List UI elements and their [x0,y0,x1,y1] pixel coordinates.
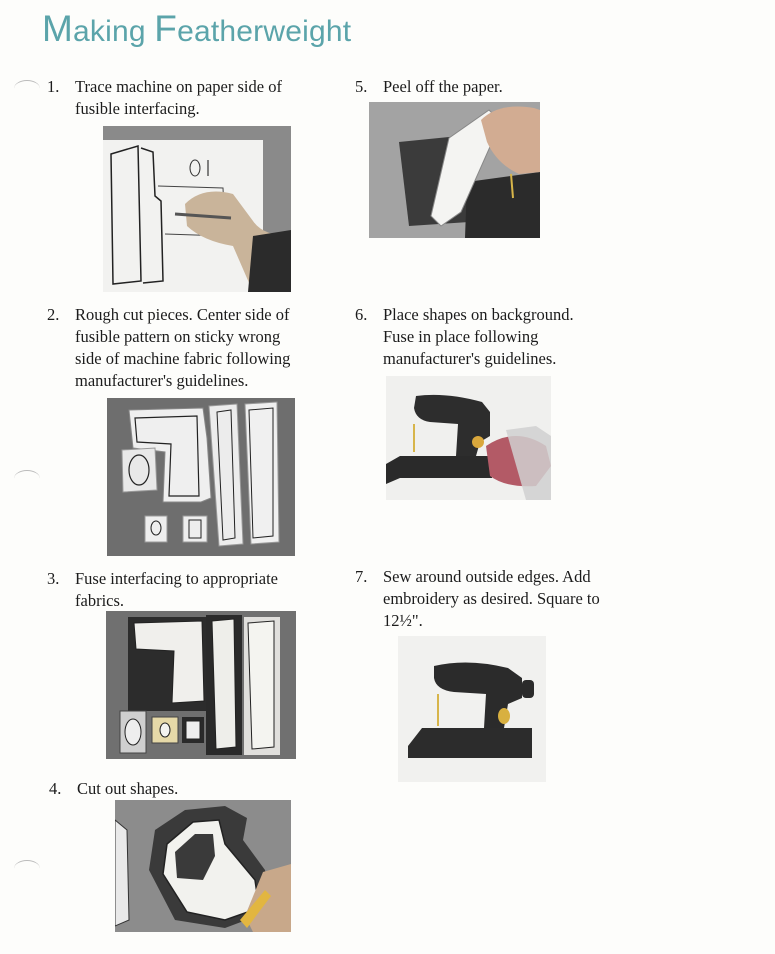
step-number: 6. [355,305,368,324]
photo-fuse-background [386,376,551,500]
step-number: 4. [49,779,62,798]
binder-hole [14,470,40,487]
step-text: Cut out shapes. [77,779,179,798]
page-title: Making Featherweight [42,8,352,49]
step-number: 1. [47,77,60,96]
step-text: Rough cut pieces. Center side of fusible pattern on sticky wrong side of machine fabric following manufacturer's guidelines. [75,305,291,390]
step-text: Fuse interfacing to appropriate fabrics. [75,569,278,610]
step-number: 5. [355,77,368,96]
photo-cut-out-shapes [115,800,291,932]
step-text: Place shapes on background. Fuse in place following manufacturer's guidelines. [383,305,574,368]
binder-hole [14,860,40,877]
photo-rough-cut-pieces [107,398,295,556]
step-number: 3. [47,569,60,588]
step-number: 7. [355,567,368,586]
step-text: Peel off the paper. [383,77,503,96]
photo-fused-fabrics [106,611,296,759]
step-text: Trace machine on paper side of fusible interfacing. [75,77,282,118]
step-text: Sew around outside edges. Add embroidery as desired. Square to 12½". [383,567,600,630]
binder-hole [14,80,40,97]
photo-peel-paper [369,102,540,238]
photo-finished-block [398,636,546,782]
photo-trace-machine [103,126,291,292]
step-number: 2. [47,305,60,324]
